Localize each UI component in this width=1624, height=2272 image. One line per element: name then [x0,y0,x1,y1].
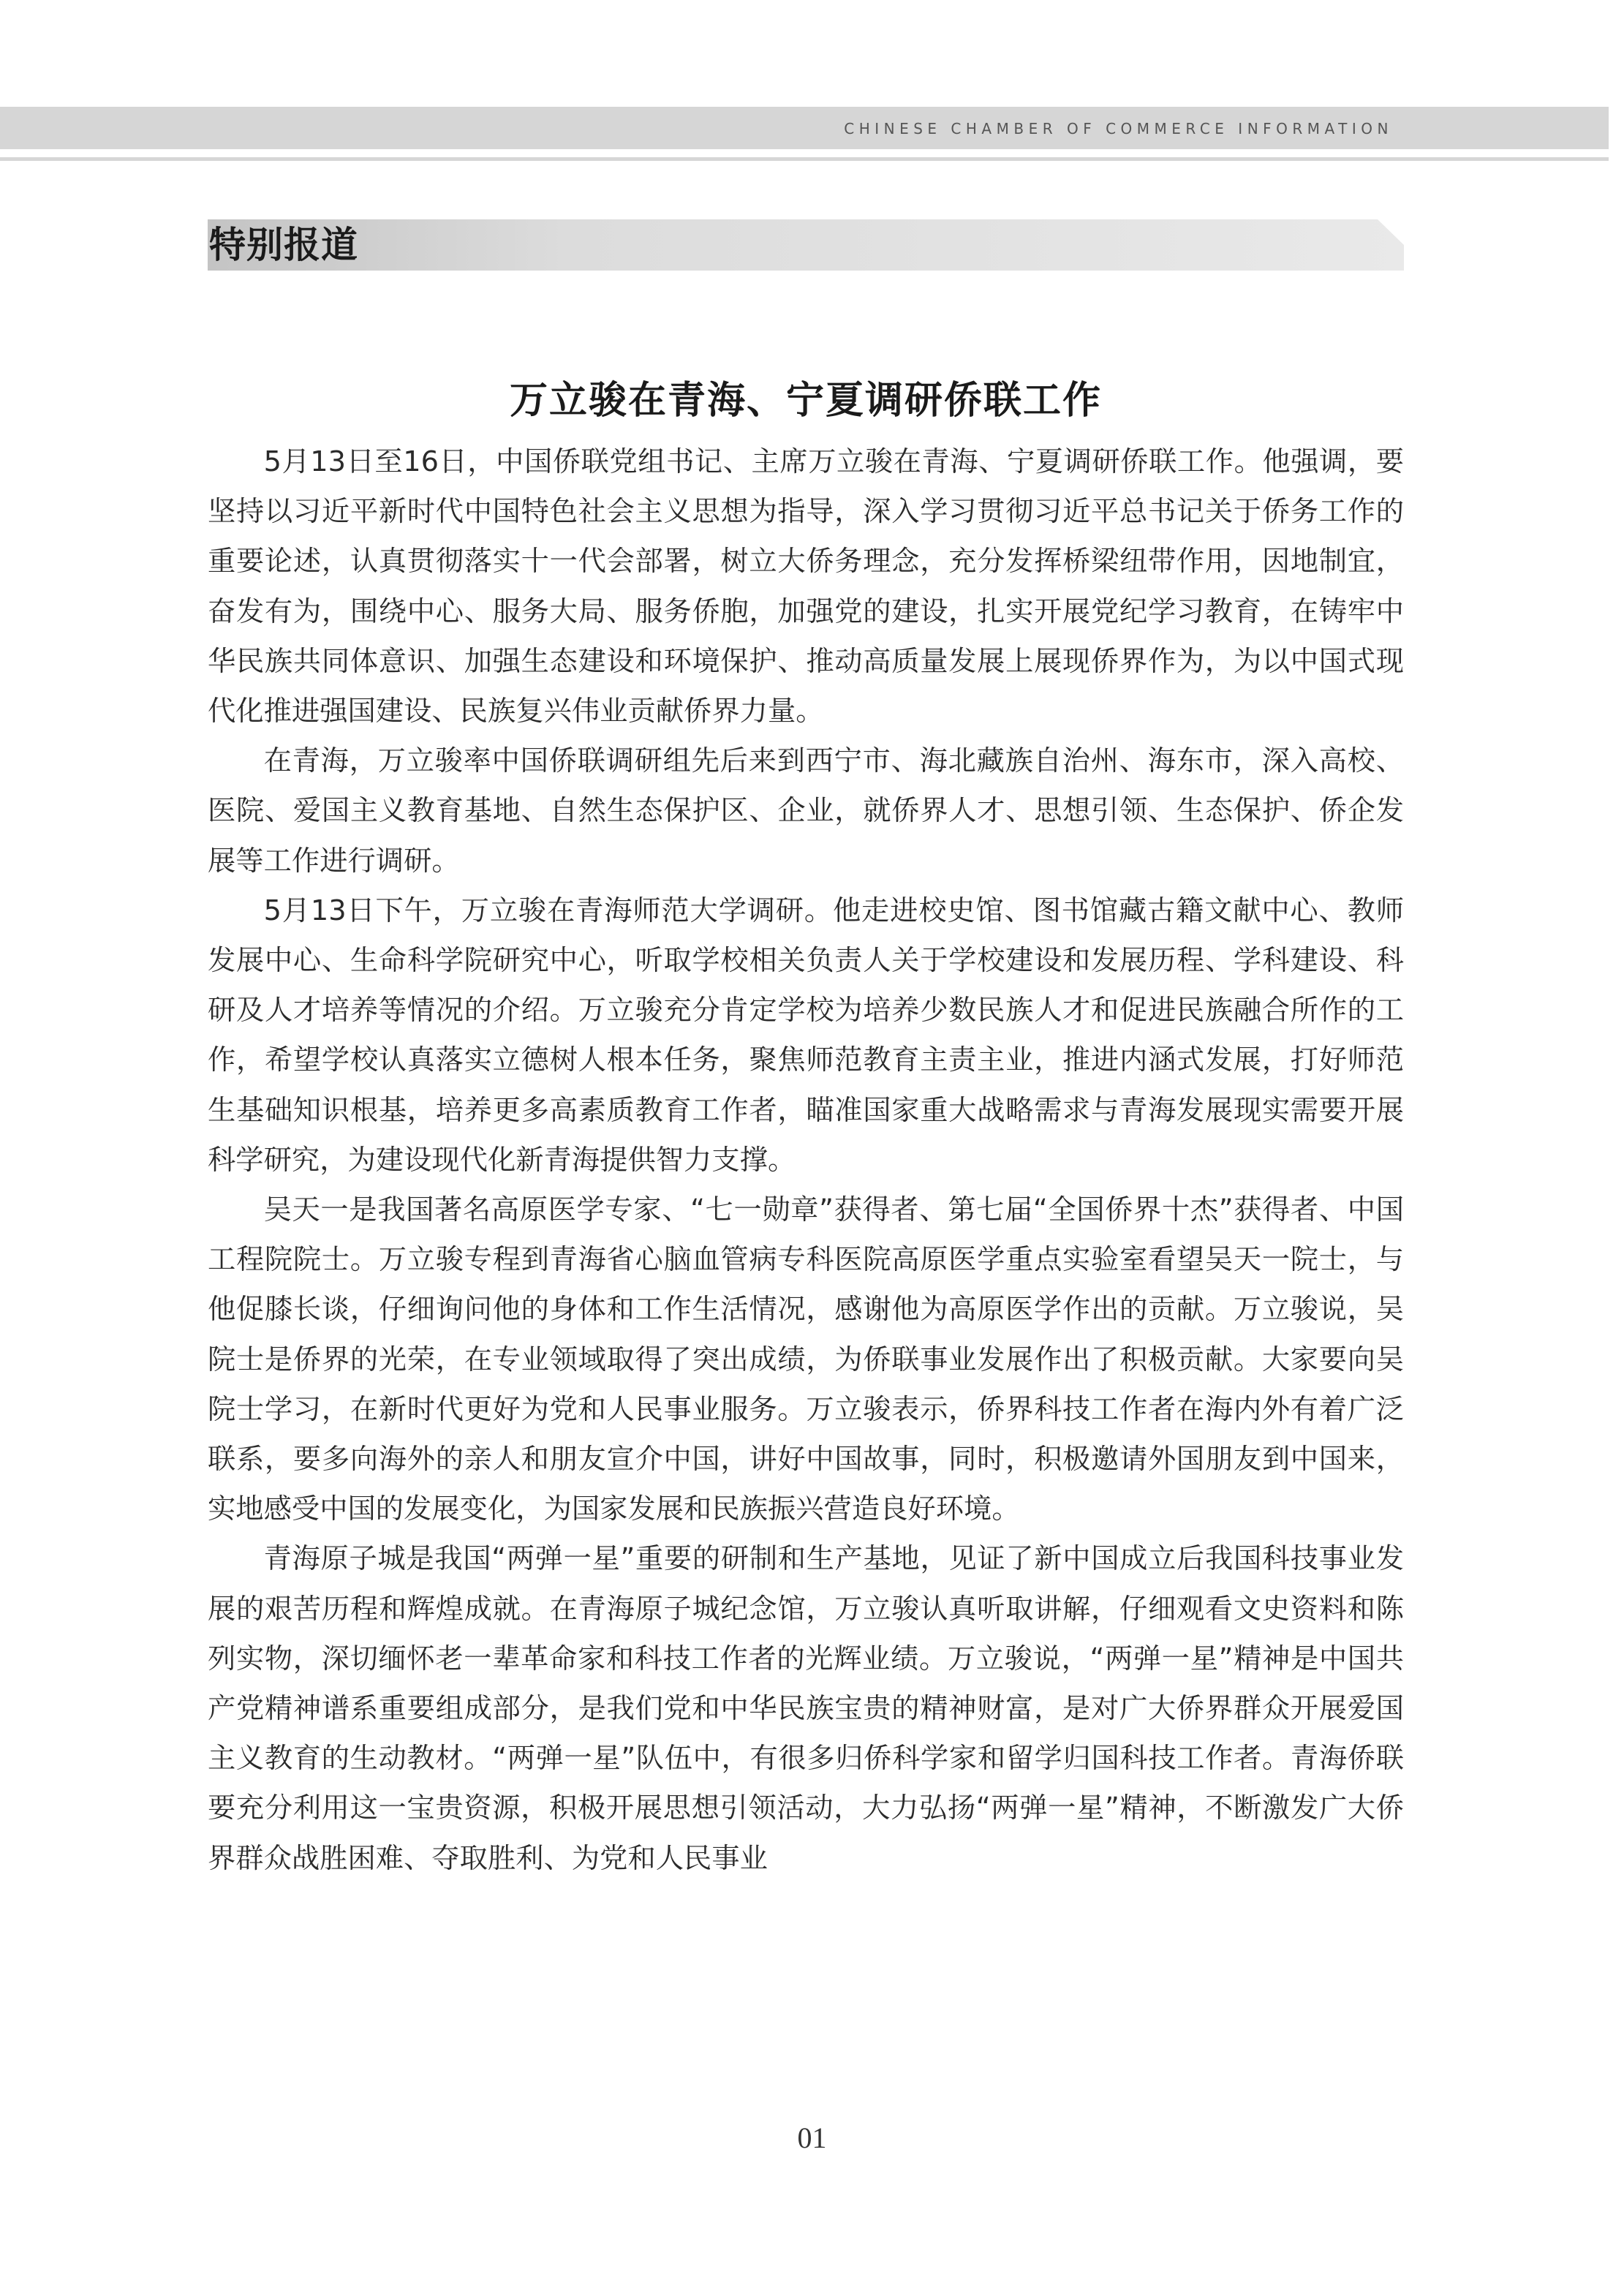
paragraph: 在青海，万立骏率中国侨联调研组先后来到西宁市、海北藏族自治州、海东市，深入高校、医院、爱国主义教育基地、自然生态保护区、企业，就侨界人才、思想引领、生态保护、侨企发展等工作进行调研。 [208,744,1404,878]
paragraph: 5月13日至16日，中国侨联党组书记、主席万立骏在青海、宁夏调研侨联工作。他强调，要坚持以习近平新时代中国特色社会主义思想为指导，深入学习贯彻习近平总书记关于侨务工作的重要论述，认真贯彻落实十一代会部署，树立大侨务理念，充分发挥桥梁纽带作用，因地制宜，奋发有为，围绕中心、服务大局、服务侨胞，加强党的建设，扎实开展党纪学习教育，在铸牢中华民族共同体意识、加强生态建设和环境保护、推动高质量发展上展现侨界作为，为以中国式现代化推进强国建设、民族复兴伟业贡献侨界力量。 [208,445,1404,728]
paragraph: 吴天一是我国著名高原医学专家、“七一勋章”获得者、第七届“全国侨界十杰”获得者、中国工程院院士。万立骏专程到青海省心脑血管病专科医院高原医学重点实验室看望吴天一院士，与他促膝长谈，仔细询问他的身体和工作生活情况，感谢他为高原医学作出的贡献。万立骏说，吴院士是侨界的光荣，在专业领域取得了突出成绩，为侨联事业发展作出了积极贡献。大家要向吴院士学习，在新时代更好为党和人民事业服务。万立骏表示，侨界科技工作者在海内外有着广泛联系，要多向海外的亲人和朋友宣介中国，讲好中国故事，同时，积极邀请外国朋友到中国来，实地感受中国的发展变化，为国家发展和民族振兴营造良好环境。 [208,1193,1404,1526]
article-title: 万立骏在青海、宁夏调研侨联工作 [509,378,1102,423]
paragraph: 青海原子城是我国“两弹一星”重要的研制和生产基地，见证了新中国成立后我国科技事业发展的艰苦历程和辉煌成就。在青海原子城纪念馆，万立骏认真听取讲解，仔细观看文史资料和陈列实物，深切缅怀老一辈革命家和科技工作者的光辉业绩。万立骏说，“两弹一星”精神是中国共产党精神谱系重要组成部分，是我们党和中华民族宝贵的精神财富，是对广大侨界群众开展爱国主义教育的生动教材。“两弹一星”队伍中，有很多归侨科学家和留学归国科技工作者。青海侨联要充分利用这一宝贵资源，积极开展思想引领活动，大力弘扬“两弹一星”精神，不断激发广大侨界群众战胜困难、夺取胜利、为党和人民事业 [208,1542,1404,1875]
section-title: 特别报道 [209,224,358,266]
section-banner [208,219,1404,271]
article-body [208,437,1404,1884]
paragraph: 5月13日下午，万立骏在青海师范大学调研。他走进校史馆、图书馆藏古籍文献中心、教师发展中心、生命科学院研究中心，听取学校相关负责人关于学校建设和发展历程、学科建设、科研及人才培养等情况的介绍。万立骏充分肯定学校为培养少数民族人才和促进民族融合所作的工作，希望学校认真落实立德树人根本任务，聚焦师范教育主责主业，推进内涵式发展，打好师范生基础知识根基，培养更多高素质教育工作者，瞄准国家重大战略需求与青海发展现实需要开展科学研究，为建设现代化新青海提供智力支撑。 [208,894,1404,1177]
publication-name: CHINESE CHAMBER OF COMMERCE INFORMATION [844,120,1393,137]
page-number: 01 [797,2121,827,2154]
header-divider [0,157,1609,161]
